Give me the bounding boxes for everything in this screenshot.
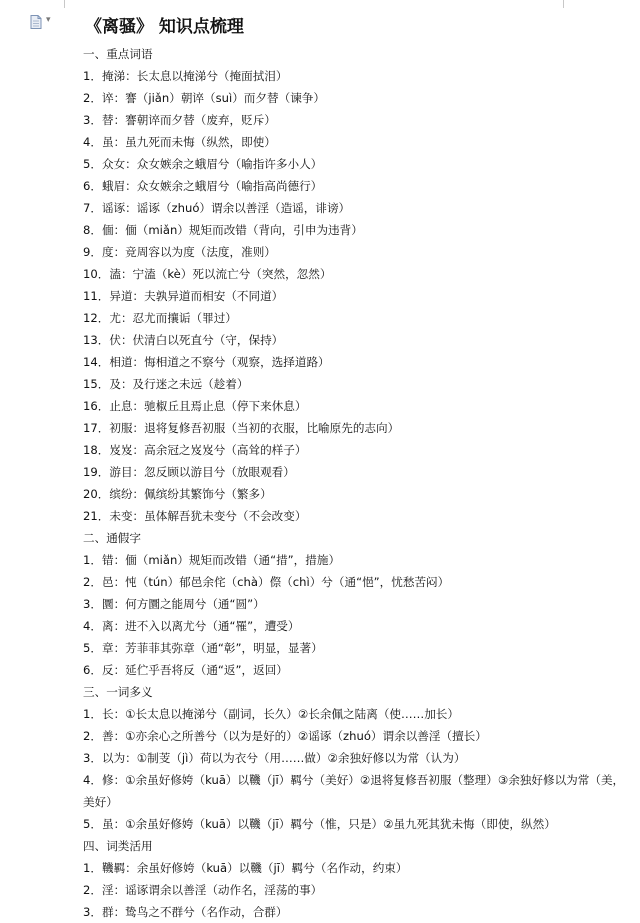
list-item: 1．长：①长太息以掩涕兮（副词，长久）②长余佩之陆离（使……加长） xyxy=(83,707,459,721)
list-item: 2．邑：忳（tún）郁邑余侘（chà）傺（chì）兮（通“悒”，忧愁苦闷） xyxy=(83,575,450,589)
list-item: 5．众女：众女嫉余之蛾眉兮（喻指许多小人） xyxy=(83,157,323,171)
list-item: 18．岌岌：高余冠之岌岌兮（高耸的样子） xyxy=(83,443,307,457)
section-heading: 四、词类活用 xyxy=(83,839,153,853)
document-title: 《离骚》 知识点梳理 xyxy=(85,17,244,37)
document-icon[interactable] xyxy=(30,15,42,29)
list-item: 15．及：及行迷之未远（趁着） xyxy=(83,377,249,391)
list-item: 4．虽：虽九死而未悔（纵然，即使） xyxy=(83,135,276,149)
list-item: 10．溘：宁溘（kè）死以流亡兮（突然，忽然） xyxy=(83,267,332,281)
section-key-words xyxy=(83,43,628,527)
list-item: 9．度：竞周容以为度（法度，准则） xyxy=(83,245,276,259)
list-item: 17．初服：退将复修吾初服（当初的衣服，比喻原先的志向） xyxy=(83,421,400,435)
list-item: 13．伏：伏清白以死直兮（守，保持） xyxy=(83,333,284,347)
section-word-class xyxy=(83,835,628,923)
list-item: 2．善：①亦余心之所善兮（以为是好的）②谣诼（zhuó）谓余以善淫（擅长） xyxy=(83,729,487,743)
list-item: 7．谣诼：谣诼（zhuó）谓余以善淫（造谣，诽谤） xyxy=(83,201,351,215)
list-item: 16．止息：驰椒丘且焉止息（停下来休息） xyxy=(83,399,307,413)
document-page xyxy=(83,14,628,923)
list-item: 19．游目：忽反顾以游目兮（放眼观看） xyxy=(83,465,295,479)
list-item: 14．相道：悔相道之不察兮（观察，选择道路） xyxy=(83,355,330,369)
list-item: 1．鞿羁：余虽好修姱（kuā）以鞿（jī）羁兮（名作动，约束） xyxy=(83,861,408,875)
margin-marker-right xyxy=(563,0,564,8)
section-heading: 一、重点词语 xyxy=(83,47,153,61)
list-item: 5．章：芳菲菲其弥章（通“彰”，明显，显著） xyxy=(83,641,323,655)
list-item: 1．错：偭（miǎn）规矩而改错（通“措”，措施） xyxy=(83,553,341,567)
list-item: 3．以为：①制芰（jì）荷以为衣兮（用……做）②余独好修以为常（认为） xyxy=(83,751,466,765)
list-item: 4．修：①余虽好修姱（kuā）以鞿（jī）羁兮（美好）②退将复修吾初服（整理）③余独好修以为常（美，美好） xyxy=(83,773,625,809)
section-heading: 三、一词多义 xyxy=(83,685,153,699)
list-item: 20．缤纷：佩缤纷其繁饰兮（繁多） xyxy=(83,487,272,501)
list-item: 2．谇：謇（jiǎn）朝谇（suì）而夕替（谏争） xyxy=(83,91,325,105)
section-polysemy xyxy=(83,681,628,835)
list-item: 12．尤：忍尤而攘诟（罪过） xyxy=(83,311,237,325)
list-item: 3．替：謇朝谇而夕替（废弃，贬斥） xyxy=(83,113,276,127)
list-item: 5．虽：①余虽好修姱（kuā）以鞿（jī）羁兮（惟，只是）②虽九死其犹未悔（即使，纵然） xyxy=(83,817,556,831)
list-item: 3．群：鸷鸟之不群兮（名作动，合群） xyxy=(83,905,288,919)
list-item: 21．未变：虽体解吾犹未变兮（不会改变） xyxy=(83,509,307,523)
margin-marker-left xyxy=(64,0,65,8)
list-item: 11．异道：夫孰异道而相安（不同道） xyxy=(83,289,284,303)
list-item: 3．圜：何方圜之能周兮（通“圆”） xyxy=(83,597,265,611)
list-item: 4．离：进不入以离尤兮（通“罹”，遭受） xyxy=(83,619,300,633)
list-item: 2．淫：谣诼谓余以善淫（动作名，淫荡的事） xyxy=(83,883,323,897)
list-item: 1．掩涕：长太息以掩涕兮（掩面拭泪） xyxy=(83,69,288,83)
list-item: 8．偭：偭（miǎn）规矩而改错（背向，引申为违背） xyxy=(83,223,363,237)
section-tongjia xyxy=(83,527,628,681)
chevron-down-icon[interactable]: ▾ xyxy=(46,15,51,25)
section-heading: 二、通假字 xyxy=(83,531,141,545)
list-item: 6．反：延伫乎吾将反（通“返”，返回） xyxy=(83,663,288,677)
list-item: 6．蛾眉：众女嫉余之蛾眉兮（喻指高尚德行） xyxy=(83,179,323,193)
